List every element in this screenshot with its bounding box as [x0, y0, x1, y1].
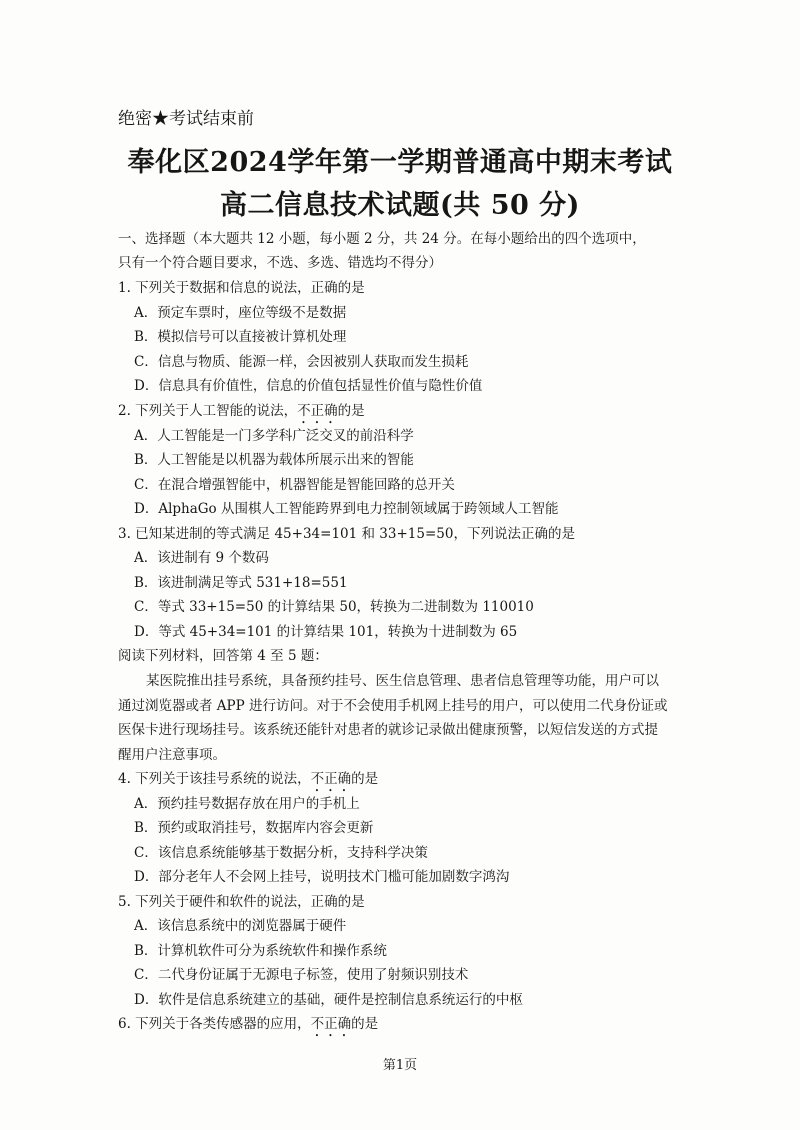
question-4-option-a: A．预约挂号数据存放在用户的手机上 [134, 796, 360, 812]
question-2-option-b: B．人工智能是以机器为载体所展示出来的智能 [134, 452, 414, 468]
question-6-stem [118, 1012, 378, 1040]
question-4-stem [118, 767, 378, 795]
question-3-option-a: A．该进制有 9 个数码 [134, 550, 269, 566]
question-1-stem: 1. 下列关于数据和信息的说法，正确的是 [118, 280, 365, 296]
question-2-stem-post: 的是 [337, 403, 365, 419]
question-4-option-b: B．预约或取消挂号，数据库内容会更新 [134, 820, 374, 836]
question-4-stem-pre: 4. 下列关于该挂号系统的说法， [118, 771, 311, 787]
exam-title: 奉化区2024学年第一学期普通高中期末考试 [127, 147, 673, 178]
reading-paragraph-line2: 通过浏览器或者 APP 进行访问。对于不会使用手机网上挂号的用户，可以使用二代身份证或 [118, 698, 668, 714]
question-4-option-d: D．部分老年人不会网上挂号，说明技术门槛可能加剧数字鸿沟 [134, 869, 510, 885]
question-2-option-a: A．人工智能是一门多学科广泛交叉的前沿科学 [134, 428, 414, 444]
question-6-stem-pre: 6. 下列关于各类传感器的应用， [118, 1016, 311, 1032]
question-5-option-b: B．计算机软件可分为系统软件和操作系统 [134, 943, 387, 959]
question-1-option-a: A．预定车票时，座位等级不是数据 [134, 305, 347, 321]
question-2-stem-pre: 2. 下列关于人工智能的说法， [118, 403, 298, 419]
question-4-option-c: C．该信息系统能够基于数据分析，支持科学决策 [134, 845, 428, 861]
question-2-option-c: C．在混合增强智能中，机器智能是智能回路的总开关 [134, 477, 455, 493]
question-3-option-d: D．等式 45+34=101 的计算结果 101，转换为十进制数为 65 [134, 624, 518, 640]
reading-intro: 阅读下列材料，回答第 4 至 5 题： [118, 648, 328, 664]
question-1-option-b: B．模拟信号可以直接被计算机处理 [134, 329, 347, 345]
question-2-stem [118, 399, 365, 427]
question-2-option-d: D．AlphaGo 从围棋人工智能跨界到电力控制领域属于跨领域人工智能 [134, 501, 559, 517]
question-4-stem-post: 的是 [351, 771, 379, 787]
question-5-option-c: C．二代身份证属于无源电子标签，使用了射频识别技术 [134, 967, 469, 983]
confidential-label: 绝密★考试结束前 [118, 109, 254, 129]
question-4-emphasis: 不正确 [310, 771, 352, 787]
question-2-emphasis: 不正确 [297, 403, 338, 419]
page-number: 第1页 [382, 1058, 418, 1073]
question-6-emphasis: 不正确 [310, 1016, 352, 1032]
question-1-option-c: C．信息与物质、能源一样，会因被别人获取而发生损耗 [134, 354, 469, 370]
reading-paragraph-line3: 医保卡进行现场挂号。该系统还能针对患者的就诊记录做出健康预警，以短信发送的方式提 [118, 722, 658, 738]
section-heading-line2: 只有一个符合题目要求，不选、多选、错选均不得分） [118, 255, 442, 271]
exam-subtitle: 高二信息技术试题(共 50 分) [220, 190, 580, 221]
section-heading-line1: 一、选择题（本大题共 12 小题，每小题 2 分，共 24 分。在每小题给出的四个选项中， [118, 231, 646, 247]
reading-paragraph-line4: 醒用户注意事项。 [118, 747, 226, 763]
question-6-stem-post: 的是 [351, 1016, 379, 1032]
question-1-option-d: D．信息具有价值性，信息的价值包括显性价值与隐性价值 [134, 378, 483, 394]
question-3-option-c: C．等式 33+15=50 的计算结果 50，转换为二进制数为 110010 [134, 599, 534, 615]
reading-paragraph-line1: 某医院推出挂号系统，具备预约挂号、医生信息管理、患者信息管理等功能，用户可以 [146, 673, 659, 689]
question-3-option-b: B．该进制满足等式 531+18=551 [134, 575, 348, 591]
question-5-stem: 5. 下列关于硬件和软件的说法，正确的是 [118, 894, 365, 910]
question-3-stem: 3. 已知某进制的等式满足 45+34=101 和 33+15=50，下列说法正确的是 [118, 526, 575, 542]
question-5-option-a: A．该信息系统中的浏览器属于硬件 [134, 918, 347, 934]
question-5-option-d: D．软件是信息系统建立的基础，硬件是控制信息系统运行的中枢 [134, 992, 523, 1008]
